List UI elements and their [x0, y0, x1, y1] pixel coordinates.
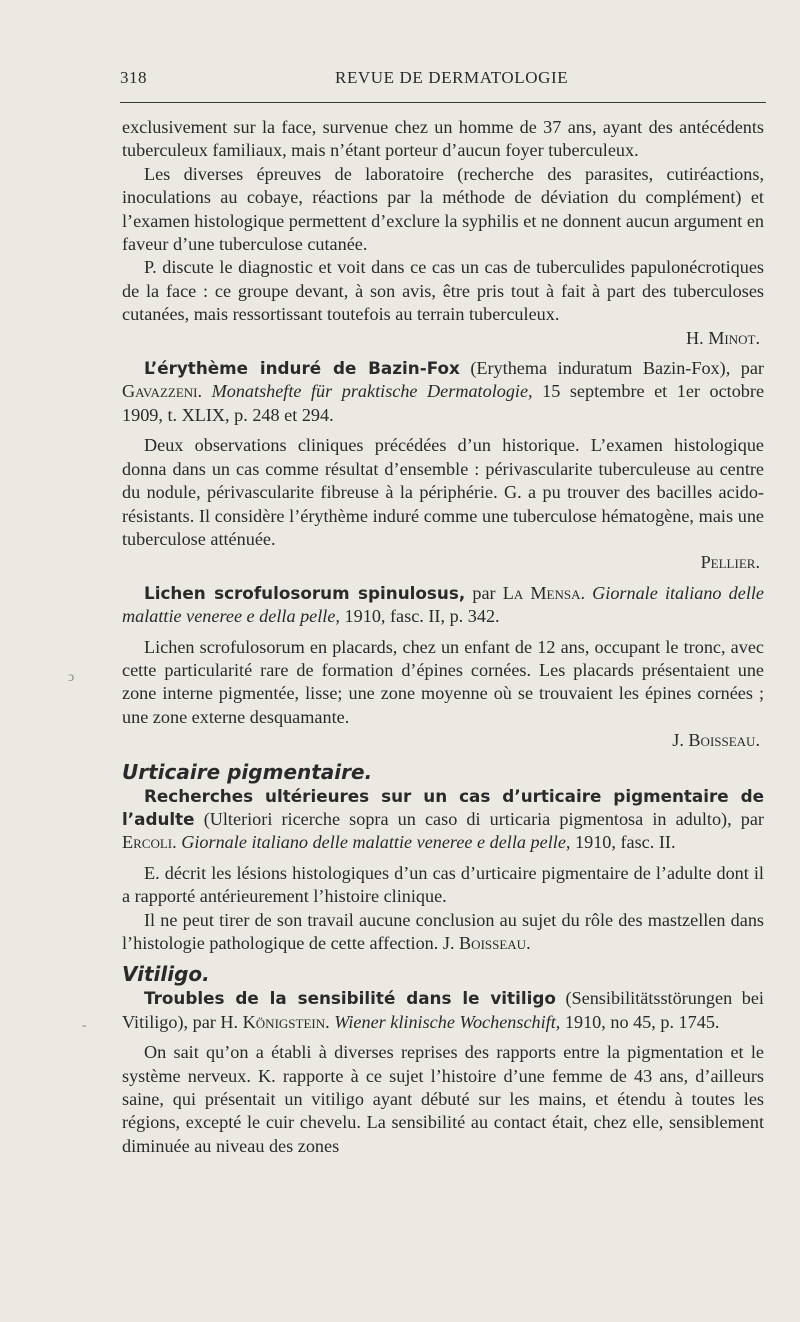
- entry-author: Ercoli: [122, 832, 173, 853]
- entry-reference: 1910, fasc. II.: [570, 832, 676, 853]
- entry-reference: 1910, no 45, p. 1745.: [560, 1011, 720, 1032]
- entry-author: Königstein: [242, 1011, 326, 1032]
- paragraph: E. décrit les lésions histologiques d’un cas d’urticaire pigmentaire de l’adulte dont il a rapporté antérieurement l’histoire clinique.: [122, 862, 764, 907]
- entry-reference: 15 septembre et 1er octobre 1909, t. XLIX, p. 248 et 294.: [122, 381, 765, 425]
- paragraph: P. discute le diagnostic et voit dans ce cas un cas de tuberculides papulonécrotiques de la face : ce groupe devant, à son avis, être pris tout à fait à part des tuberculoses cutanées, mais ressortissant toutefois au terrain tuberculeux.: [122, 257, 764, 325]
- header-rule: [120, 102, 766, 103]
- entry-reference: 1910, fasc. II, p. 342.: [339, 606, 500, 627]
- signature: J. Boisseau.: [442, 933, 531, 953]
- page-header: [120, 68, 766, 96]
- review-entry-heading: [122, 785, 764, 855]
- review-entry-heading: [122, 987, 764, 1034]
- entry-journal: Giornale italiano delle malattie veneree e della pelle,: [181, 832, 571, 853]
- entry-author: Gavazzeni: [122, 381, 198, 402]
- paragraph: Lichen scrofulosorum en placards, chez un enfant de 12 ans, occupant le tronc, avec cette particularité rare de formation d’épines cornées. Les placards présentaient une zone interne pigmentée, lisse; une zone moyenne où se trouvaient les épines cornées ; une zone externe desquamante.: [122, 636, 764, 727]
- page-number: 318: [120, 68, 147, 87]
- review-entry-heading: [122, 357, 764, 427]
- signature: Pellier.: [700, 552, 760, 573]
- entry-author: La Mensa: [502, 582, 581, 603]
- paragraph: [122, 909, 764, 956]
- paragraph-text: Il ne peut tirer de son travail aucune conclusion au sujet du rôle des mastzellen dans l’histologie pathologique de cette affection.: [122, 909, 764, 953]
- margin-mark: -: [82, 1018, 87, 1033]
- entry-text: (Erythema induratum Bazin-Fox), par: [459, 358, 764, 379]
- running-title: REVUE DE DERMATOLOGIE: [335, 68, 569, 87]
- entry-journal: Giornale italiano delle malattie veneree e della pelle,: [122, 582, 764, 627]
- entry-text: .: [172, 832, 182, 853]
- margin-mark: ↄ: [68, 670, 75, 685]
- signature: H. Minot.: [686, 327, 760, 348]
- section-heading: Vitiligo.: [122, 962, 210, 987]
- paragraph: On sait qu’on a établi à diverses reprises des rapports entre la pigmentation et le système nerveux. K. rapporte à ce sujet l’histoire d’une femme de 43 ans, d’ailleurs saine, qui présentait un vitiligo ayant débuté sur les mains, et étendu à toutes les régions, excepté le cuir chevelu. La sensibilité au contact était, chez elle, sensiblement diminuée au niveau des zones: [122, 1042, 764, 1156]
- section-heading: Urticaire pigmentaire.: [122, 759, 373, 784]
- entry-text: par: [465, 582, 503, 603]
- entry-text: .: [197, 381, 212, 402]
- entry-journal: Wiener klinische Wochenschift,: [334, 1011, 561, 1032]
- signature: J. Boisseau.: [672, 730, 760, 751]
- entry-text: (Ulteriori ricerche sopra un caso di urticaria pigmentosa in adulto), par: [194, 808, 764, 829]
- entry-text: (Sensibilitätsstörungen bei Vitiligo), par H.: [122, 988, 764, 1032]
- entry-text: .: [325, 1011, 335, 1032]
- review-entry-heading: [122, 582, 764, 629]
- entry-journal: Monatshefte für praktische Dermatologie,: [211, 381, 533, 402]
- entry-title: Lichen scrofulosorum spinulosus,: [144, 582, 466, 603]
- entry-text: .: [580, 582, 593, 603]
- paragraph: exclusivement sur la face, survenue chez un homme de 37 ans, ayant des antécédents tuberculeux familiaux, mais n’étant porteur d’aucun foyer tuberculeux.: [122, 117, 764, 161]
- entry-title: Troubles de la sensibilité dans le vitiligo: [144, 988, 556, 1009]
- paragraph: Deux observations cliniques précédées d’un historique. L’examen histologique donna dans un cas comme résultat d’ensemble : périvascularite tuberculeuse au centre du nodule, périvascularite fibreuse à la périphérie. G. a pu trouver des bacilles acido-résistants. Il considère l’érythème induré comme une tuberculose hématogène, mais une tuberculose atténuée.: [122, 435, 764, 549]
- entry-title: Recherches ultérieures sur un cas d’urticaire pigmentaire de l’adulte: [122, 785, 764, 829]
- entry-title: L’érythème induré de Bazin-Fox: [144, 358, 460, 379]
- paragraph: Les diverses épreuves de laboratoire (recherche des parasites, cutiréactions, inoculations au cobaye, réactions par la méthode de déviation du complément) et l’examen histologique permettent d’exclure la syphilis et ne donnent aucun argument en faveur d’une tuberculose cutanée.: [122, 163, 764, 255]
- page-body: [122, 116, 764, 1158]
